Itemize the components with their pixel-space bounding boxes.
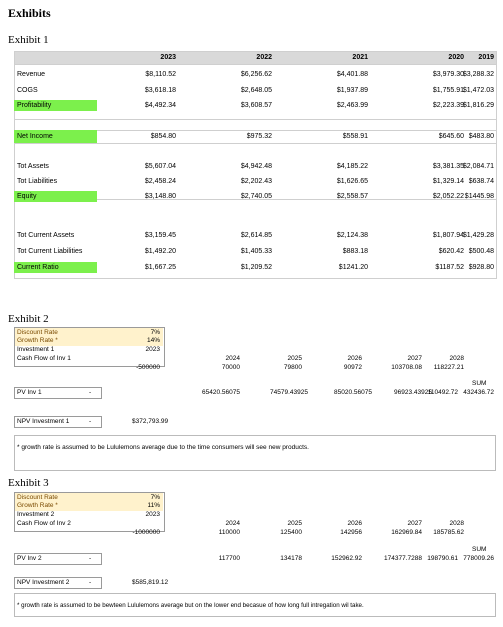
cash-flow-cell: 125400 [280,529,302,536]
exhibit3-heading: Exhibit 3 [8,477,49,489]
sum-label: SUM [472,546,487,553]
cash-flow-label: Cash Flow of Inv 1 [17,355,71,362]
pv-label: PV Inv 1 [17,389,42,396]
note-box [14,435,496,471]
pv-marker: - [89,389,92,396]
exhibit3-sheet [14,491,494,621]
pv-sum: 432436.72 [463,389,494,396]
pv-cell: 198790.61 [427,555,458,562]
exhibit1-table: 2023 2022 2021 2020 2019 Revenue $8,110.52 $6,256.62 $4,401.88 $3,979.30 $3,288.32 COGS $3,618.18 $2,648.05 $1,937.89 $1,755.91 $1,472.03 Profitability $4,492.34 $3,608.57 $2,463.99 $2,223.39 $1,816.29 Net Income $854.80 $975.32 $558.91 $645.60 $483.80 Tot Assets $5,607.04 $4,942.48 $4,185.22 $3,381.35 $2,084.71 Tot Liabilities $2,458.24 $2,202.43 $1,626.65 $1,329.14 $638.74 Equity $3,148.80 $2,740.05 $2,558.57 $2,052.22 $1445.98 Tot Current Assets $3,159.45 $2,614.85 $2,124.38 $1,807.94 $1,429.28 Tot Current Liabilities $1,492.20 $1,405.33 $883.18 $620.42 $500.48 Current Ratio $1,667.25 $1,209.52 $1241.20 $1187.52 $928.80 [14,51,497,279]
discount-rate-label: Discount Rate [17,329,58,336]
growth-rate-value: 11% [147,502,160,509]
discount-rate-value: 7% [150,494,160,501]
year-header: 2022 [256,54,272,61]
investment-label: Investment 1 [17,346,55,353]
year-cell: 2026 [347,355,362,362]
growth-rate-label: Growth Rate * [17,337,58,344]
sum-label: SUM [472,380,487,387]
exhibit1-heading: Exhibit 1 [8,34,49,46]
npv-marker: - [89,579,92,586]
year-header: 2019 [478,54,494,61]
year-cell: 2027 [407,520,422,527]
pv-cell: 117700 [218,555,240,562]
year-header: 2020 [448,54,464,61]
npv-value: $585,819.12 [132,579,169,586]
pv-cell: 74579.43925 [270,389,308,396]
year-cell: 2028 [449,355,464,362]
cash-flow-cell: -500000 [136,364,160,371]
cash-flow-cell: 70000 [221,364,240,371]
year-cell: 2026 [347,520,362,527]
year-cell: 2025 [287,355,302,362]
npv-label: NPV Investment 1 [17,418,70,425]
pv-cell: 85020.56075 [334,389,372,396]
growth-rate-value: 14% [146,337,160,344]
year-cell: 2024 [225,355,240,362]
investment-label: Investment 2 [17,511,55,518]
year-cell: 2025 [287,520,302,527]
growth-note: * growth rate is assumed to be bewteen Lululemons average but on the lower end becasue of how long full intregation wil take. [17,602,364,609]
discount-rate-value: 7% [150,329,160,336]
cash-flow-cell: 79800 [283,364,302,371]
cash-flow-cell: 103708.08 [391,364,422,371]
discount-rate-label: Discount Rate [17,494,58,501]
npv-marker: - [89,418,92,425]
year-cell: 2023 [145,346,160,353]
pv-sum: 778009.26 [463,555,494,562]
exhibit2-heading: Exhibit 2 [8,313,49,325]
growth-rate-label: Growth Rate * [17,502,58,509]
year-cell: 2023 [145,511,160,518]
cash-flow-cell: 142956 [340,529,362,536]
pv-cell: 174377.7288 [384,555,422,562]
pv-marker: - [89,555,92,562]
cash-flow-cell: 118227.21 [433,364,464,371]
cash-flow-cell: 90972 [343,364,362,371]
year-cell: 2028 [449,520,464,527]
npv-value: $372,793.99 [132,418,169,425]
growth-note: * growth rate is assumed to be Lululemons average due to the time consumers will see new products. [17,444,309,451]
year-cell: 2027 [407,355,422,362]
pv-cell: 65420.56075 [202,389,240,396]
year-header: 2021 [352,54,368,61]
pv-cell: 96923.43925 [394,389,432,396]
exhibit2-sheet [14,326,494,476]
year-header: 2023 [160,54,176,61]
year-cell: 2024 [225,520,240,527]
cash-flow-cell: 110000 [218,529,240,536]
pv-cell: 152962.92 [331,555,362,562]
cash-flow-cell: 162969.84 [391,529,422,536]
cash-flow-cell: -1000000 [132,529,160,536]
npv-label: NPV Investment 2 [17,579,70,586]
pv-label: PV Inv 2 [17,555,42,562]
pv-cell: 110492.72 [427,389,458,396]
pv-cell: 134178 [280,555,302,562]
cash-flow-cell: 185785.62 [433,529,464,536]
page-title: Exhibits [8,6,51,20]
cash-flow-label: Cash Flow of Inv 2 [17,520,71,527]
